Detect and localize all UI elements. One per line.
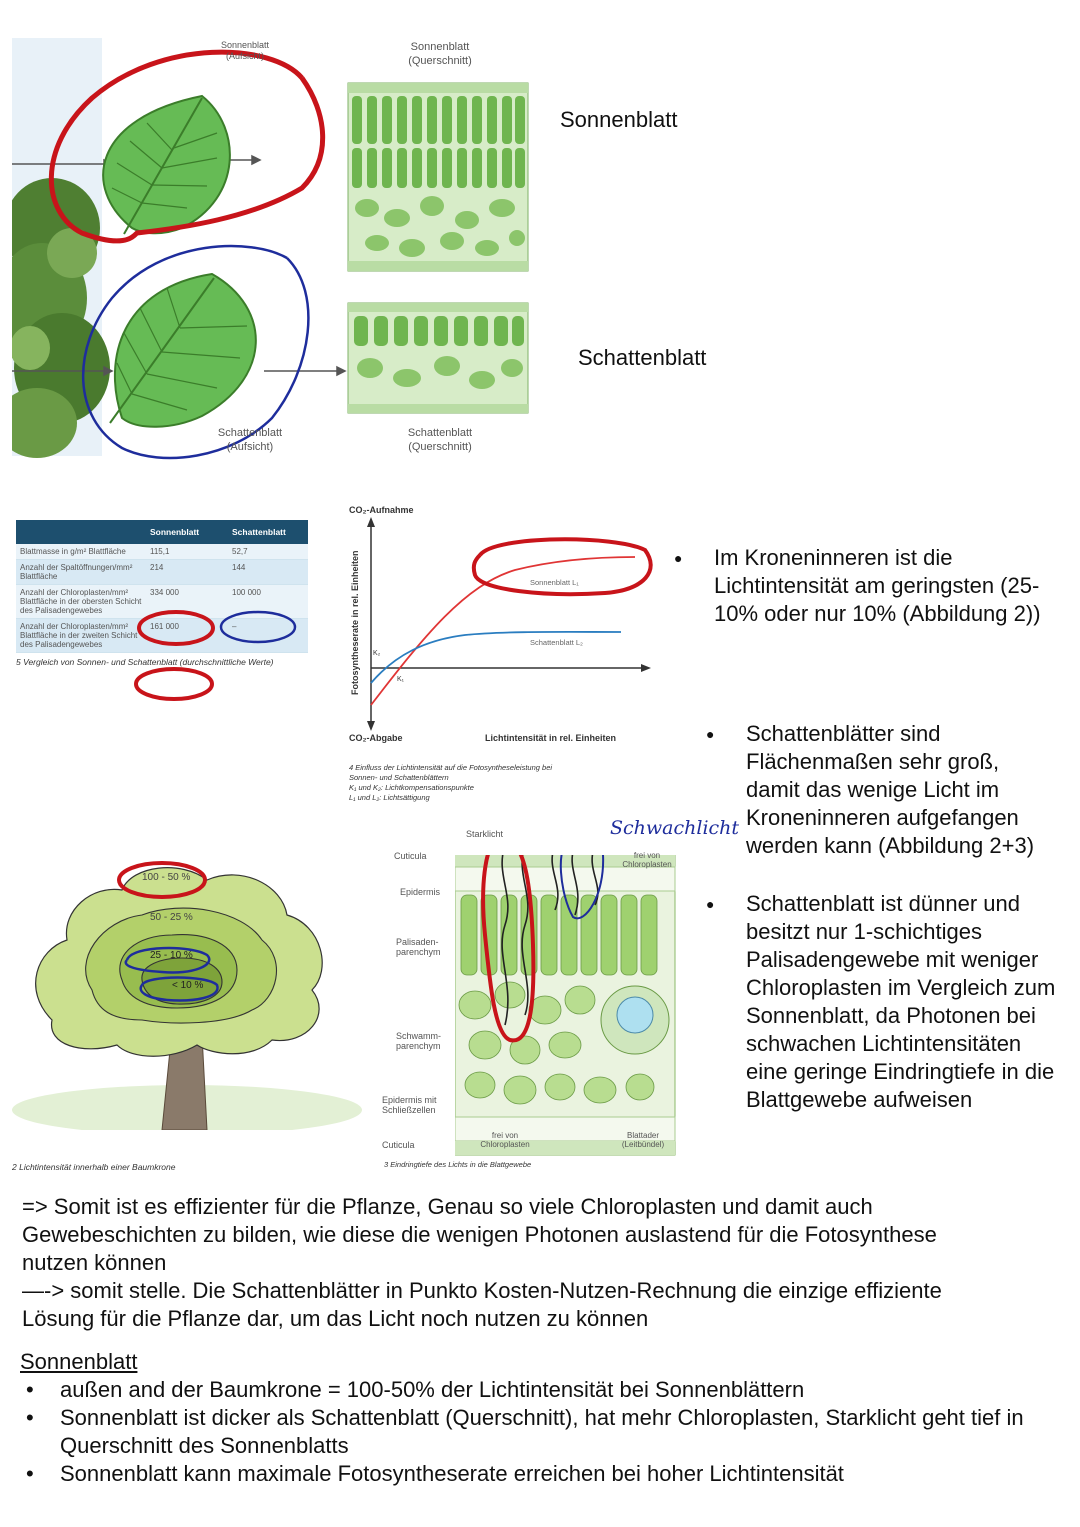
bullet-dot: ●: [674, 550, 683, 566]
sun-section-list: [20, 1376, 1030, 1488]
table-caption: 5 Vergleich von Sonnen- und Schattenblatt (durchschnittliche Werte): [16, 657, 274, 667]
table-row: [16, 544, 308, 560]
shade-cross-label: Schattenblatt (Querschnitt): [407, 427, 473, 453]
graph-y-axis-label: Fotosyntheserate in rel. Einheiten: [350, 550, 360, 695]
table-cell: 144: [228, 560, 308, 585]
sun-curve-label: Sonnenblatt L₁: [530, 578, 579, 587]
sun-leaf-drawing: [103, 96, 230, 234]
conclusion-p2: —-> somit stelle. Die Schattenblätter in Punkto Kosten-Nutzen-Rechnung die einzige effiziente Lösung für die Pflanze dar, um das Licht noch nutzen zu können: [22, 1278, 942, 1331]
table-cell: Anzahl der Chloroplasten/mm² Blattfläche in der zweiten Schicht des Palisadengewebes: [16, 619, 146, 653]
table-row: [16, 560, 308, 585]
heading-sonnenblatt: Sonnenblatt: [560, 107, 678, 132]
graph-caption: 4 Einfluss der Lichtintensität auf die Fotosyntheseleistung bei Sonnen- und Schattenblättern K₁ und K₂: Lichtkompensationspunkte L₁ und L₂: Lichtsättigung: [349, 763, 553, 802]
k1-label: K₁: [397, 676, 405, 683]
table-cell: 161 000: [146, 619, 228, 653]
epidermis-label: Epidermis: [400, 887, 441, 897]
leaf-figure-drawing: [12, 38, 552, 463]
table-cell: Anzahl der Spaltöffnungen/mm² Blattfläche: [16, 560, 146, 585]
shade-leaf-label: Schattenblatt (Aufsicht): [217, 427, 283, 453]
palisaden-label: Palisaden-parenchym: [396, 937, 441, 957]
graph-x-label: Lichtintensität in rel. Einheiten: [485, 733, 617, 743]
note-text-2: Schattenblätter sind Flächenmaßen sehr groß, damit das wenige Licht im Kroneninneren aufgefangen werden kann (Abbildung 2+3): [746, 721, 1035, 858]
table-cell: Anzahl der Chloroplasten/mm² Blattfläche in der obersten Schicht des Palisadengewebes: [16, 585, 146, 619]
tree-zone-1: 100 - 50 %: [142, 872, 191, 883]
note-bullet-1: [674, 544, 1044, 628]
table-cell: 115,1: [146, 544, 228, 560]
shade-curve-label: Schattenblatt L₂: [530, 638, 583, 647]
table-cell: 334 000: [146, 585, 228, 619]
table-header-empty: [16, 520, 146, 544]
shade-cross-section: [348, 303, 528, 413]
k2-label: K₂: [373, 650, 381, 657]
starklicht-label: Starklicht: [466, 829, 504, 839]
table-cell: Blattmasse in g/m² Blattfläche: [16, 544, 146, 560]
bullet-dot: ●: [706, 896, 715, 912]
schwamm-label: Schwamm-parenchym: [396, 1031, 442, 1051]
graph-y-bottom-label: CO₂-Abgabe: [349, 733, 403, 743]
list-item: • Sonnenblatt kann maximale Fotosyntheserate erreichen bei hoher Lichtintensität: [20, 1460, 1030, 1488]
table-cell: 214: [146, 560, 228, 585]
light-penetration-figure: [380, 815, 740, 1175]
schwachlicht-label: Schwachlicht: [610, 817, 740, 839]
frei-top-label: frei von Chloroplasten: [622, 851, 672, 869]
graph-plot: [345, 515, 665, 745]
tree-light-figure: [12, 840, 362, 1172]
epidermis-bottom-label: Epidermis mit Schließzellen: [382, 1095, 437, 1115]
table-cell: 100 000: [228, 585, 308, 619]
sun-cross-label: Sonnenblatt (Querschnitt): [408, 41, 472, 67]
note-bullet-2: [706, 720, 1056, 860]
bullet-dot: ●: [706, 726, 715, 742]
table-header-sun: Sonnenblatt: [146, 520, 228, 544]
table-cell: 52,7: [228, 544, 308, 560]
note-bullet-3: [706, 890, 1056, 1114]
sun-leaf-curve: [371, 557, 635, 705]
light-caption: 3 Eindringtiefe des Lichts in die Blattgewebe: [384, 1160, 532, 1169]
cuticula-top-label: Cuticula: [394, 851, 427, 861]
photosynthesis-graph: [345, 505, 665, 815]
tissue-drawing: [455, 855, 685, 1175]
blattader-label: Blattader (Leitbündel): [621, 1131, 665, 1149]
list-item: • außen and der Baumkrone = 100-50% der Lichtintensität bei Sonnenblättern: [20, 1376, 1030, 1404]
sun-cross-section: [348, 83, 528, 271]
sun-section: [20, 1348, 1030, 1488]
tree-caption: 2 Lichtintensität innerhalb einer Baumkrone: [12, 1162, 176, 1172]
cuticula-bottom-label: Cuticula: [382, 1140, 415, 1150]
note-text-3: Schattenblatt ist dünner und besitzt nur 1-schichtiges Palisadengewebe mit weniger Chloroplasten im Vergleich zum Sonnenblatt, da Photonen bei schwachen Lichtintensitäten eine geringe Eindringtiefe in die Blattgewebe aufweisen: [746, 891, 1056, 1112]
note-text-1: Im Kroneninneren ist die Lichtintensität am geringsten (25-10% oder nur 10% (Abbildung 2)): [714, 545, 1041, 626]
shade-leaf-drawing: [110, 274, 256, 427]
list-item: • Sonnenblatt ist dicker als Schattenblatt (Querschnitt), hat mehr Chloroplasten, Starklicht geht tief in Querschnitt des Sonnenblatts: [20, 1404, 1030, 1460]
leaf-comparison-figure: [12, 38, 552, 463]
conclusion-block: [22, 1193, 972, 1333]
heading-schattenblatt: Schattenblatt: [578, 345, 707, 370]
conclusion-p1: => Somit ist es effizienter für die Pflanze, Genau so viele Chloroplasten und damit auch Gewebeschichten zu bilden, wie diese die wenigen Photonen auslastend für die Fotosynthese nutzen können: [22, 1194, 937, 1275]
table-cell: –: [228, 619, 308, 653]
tree-zone-2: 50 - 25 %: [150, 912, 193, 923]
frei-bottom-label: frei von Chloroplasten: [480, 1131, 530, 1149]
table-header-shade: Schattenblatt: [228, 520, 308, 544]
sun-section-title: Sonnenblatt: [20, 1349, 138, 1374]
sun-leaf-top-label: Sonnenblatt (Aufsicht): [220, 40, 270, 61]
graph-y-top-label: CO₂-Aufnahme: [349, 505, 414, 515]
tree-zone-4: < 10 %: [172, 980, 204, 991]
tree-zone-3: 25 - 10 %: [150, 950, 193, 961]
